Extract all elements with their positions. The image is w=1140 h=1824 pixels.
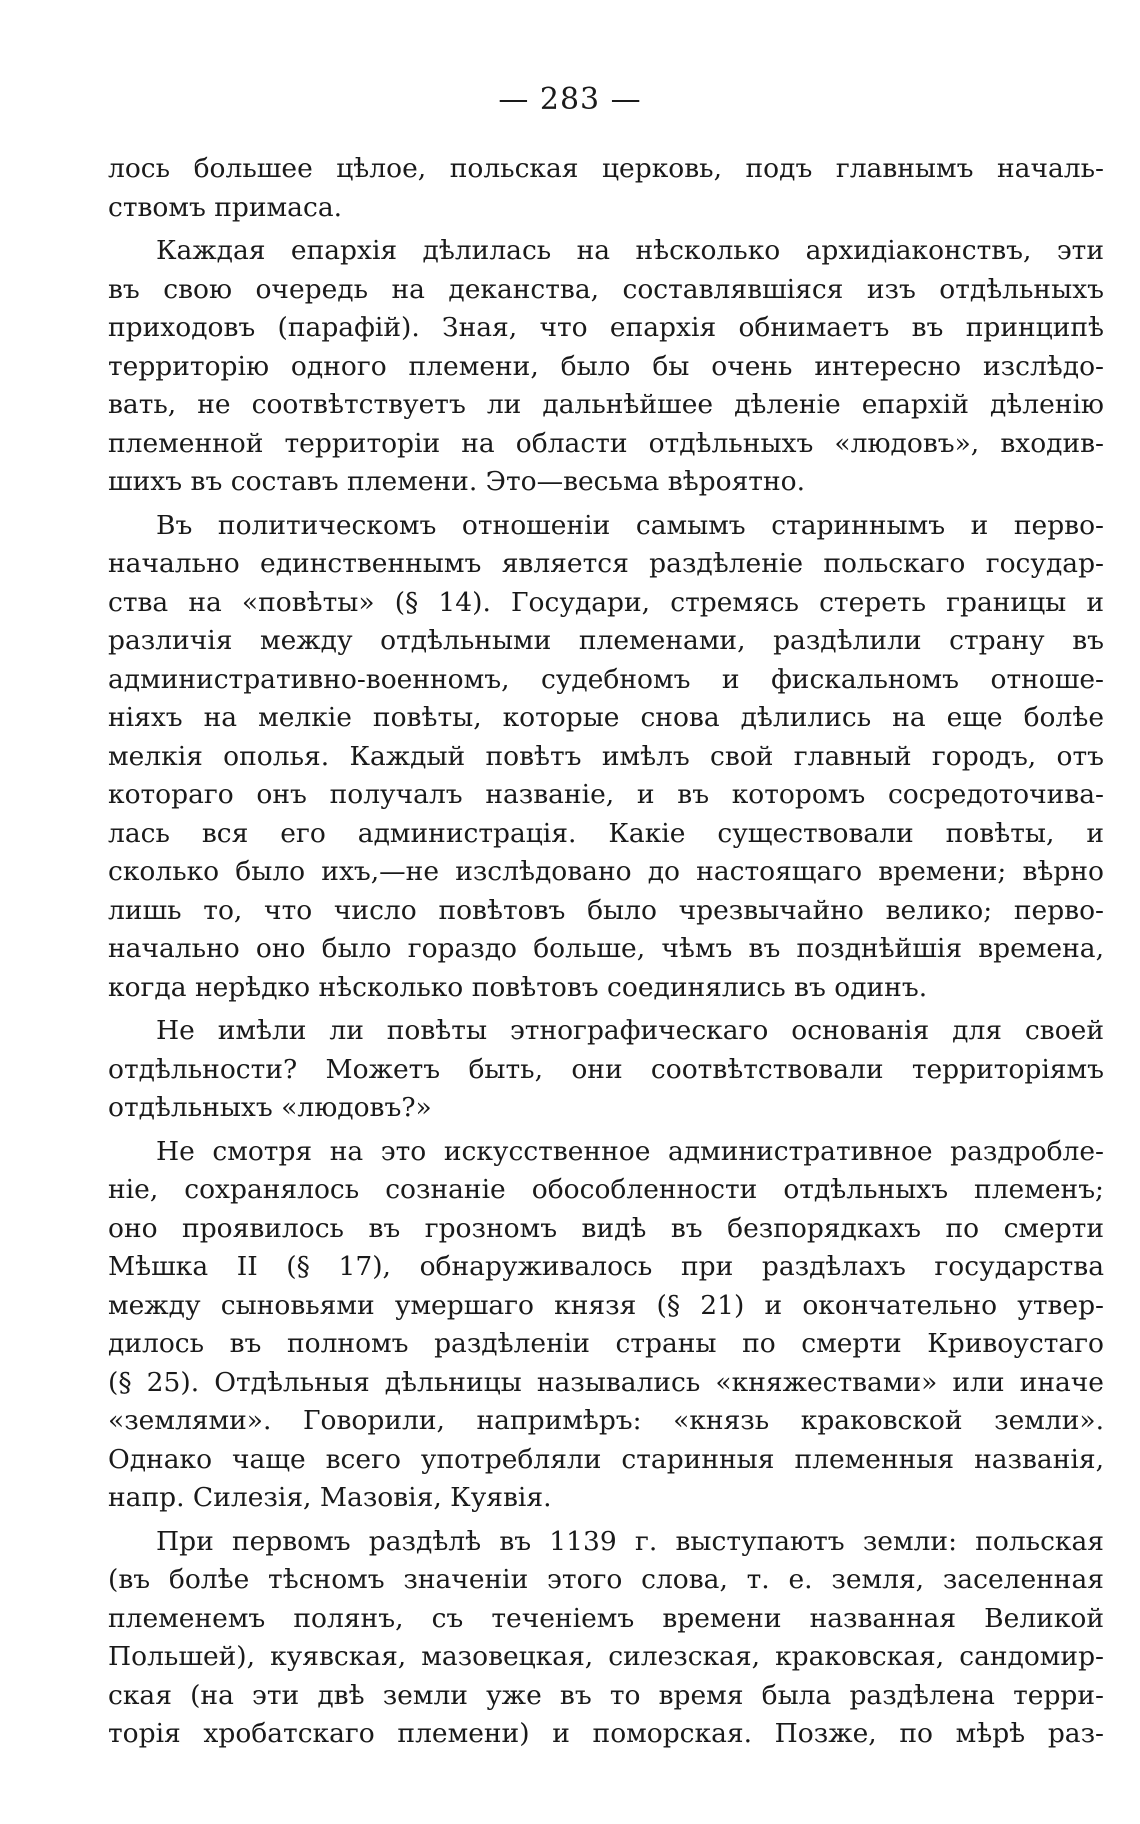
text-line: племенной территоріи на области отдѣльныхъ «людовъ», входив-: [108, 427, 1104, 459]
text-line: шихъ въ составъ племени. Это—весьма вѣроятно.: [108, 466, 806, 497]
text-line: Мѣшка II (§ 17), обнаруживалось при раздѣлахъ государства: [108, 1251, 1104, 1282]
text-line: котораго онъ получалъ названіе, и въ которомъ сосредоточива-: [108, 779, 1104, 810]
text-line: Однако чаще всего употребляли старинныя племенныя названія,: [108, 1443, 1104, 1475]
text-line: Въ политическомъ отношеніи самымъ стариннымъ и перво-: [156, 509, 1104, 541]
text-line: ствомъ примаса.: [108, 191, 343, 223]
text-line: ства на «повѣты» (§ 14). Государи, стремясь стереть границы и: [108, 586, 1104, 618]
text-line: между сыновьями умершаго князя (§ 21) и окончательно утвер-: [108, 1289, 1104, 1321]
text-line: лишь то, что число повѣтовъ было чрезвычайно велико; перво-: [108, 894, 1104, 926]
text-line: начально оно было гораздо больше, чѣмъ въ позднѣйшія времена,: [108, 933, 1104, 964]
text-line: отдѣльныхъ «людовъ?»: [108, 1092, 432, 1123]
text-line: дилось въ полномъ раздѣленіи страны по смерти Кривоустаго: [108, 1328, 1104, 1359]
text-line: Не имѣли ли повѣты этнографическаго основанія для своей: [156, 1015, 1104, 1046]
text-line: (въ болѣе тѣсномъ значеніи этого слова, т. е. земля, заселенная: [108, 1564, 1104, 1595]
paragraph: [108, 1133, 1104, 1518]
text-line: ская (на эти двѣ земли уже въ то время была раздѣлена терри-: [108, 1679, 1104, 1711]
text-line: ніе, сохранялось сознаніе обособленности отдѣльныхъ племенъ;: [108, 1174, 1104, 1205]
text-line: территорію одного племени, было бы очень интересно изслѣдо-: [108, 350, 1104, 382]
paragraph: [108, 1523, 1104, 1754]
text-line: приходовъ (парафій). Зная, что епархія обнимаетъ въ принципѣ: [108, 312, 1104, 343]
page-number: — 283 —: [498, 82, 642, 117]
text-line: лось большее цѣлое, польская церковь, подъ главнымъ началь-: [108, 153, 1104, 184]
text-line: когда нерѣдко нѣсколько повѣтовъ соединялись въ одинъ.: [108, 971, 928, 1003]
text-line: При первомъ раздѣлѣ въ 1139 г. выступаютъ земли: польская: [156, 1525, 1104, 1557]
body-text: [108, 150, 1104, 1754]
text-line: мелкія ополья. Каждый повѣтъ имѣлъ свой главный городъ, отъ: [108, 740, 1104, 772]
text-line: торія хробатскаго племени) и поморская. Позже, по мѣрѣ раз-: [108, 1718, 1104, 1749]
text-line: различія между отдѣльными племенами, раздѣлили страну въ: [108, 625, 1104, 656]
paragraph: [108, 150, 1104, 227]
text-line: отдѣльности? Можетъ быть, они соотвѣтствовали территоріямъ: [108, 1053, 1104, 1085]
text-line: (§ 25). Отдѣльныя дѣльницы назывались «княжествами» или иначе: [108, 1366, 1104, 1398]
text-line: Каждая епархія дѣлилась на нѣсколько архидіаконствъ, эти: [156, 235, 1104, 266]
text-line: племенемъ полянъ, съ теченіемъ времени названная Великой: [108, 1602, 1104, 1634]
text-line: Не смотря на это искусственное административное раздробле-: [156, 1135, 1104, 1167]
paragraph: [108, 1012, 1104, 1128]
text-line: вать, не соотвѣтствуетъ ли дальнѣйшее дѣленіе епархій дѣленію: [108, 389, 1104, 420]
text-line: напр. Силезія, Мазовія, Куявія.: [108, 1482, 552, 1513]
text-line: начально единственнымъ является раздѣленіе польскаго государ-: [108, 548, 1104, 579]
paragraph: [108, 232, 1104, 502]
text-line: Польшей), куявская, мазовецкая, силезская, краковская, сандомир-: [108, 1641, 1104, 1672]
text-line: «землями». Говорили, напримѣръ: «князь краковской земли».: [108, 1405, 1104, 1436]
text-line: сколько было ихъ,—не изслѣдовано до настоящаго времени; вѣрно: [108, 856, 1104, 887]
text-line: лась вся его администрація. Какіе существовали повѣты, и: [108, 817, 1104, 849]
text-line: въ свою очередь на деканства, составлявшіяся изъ отдѣльныхъ: [108, 273, 1104, 305]
text-line: административно-военномъ, судебномъ и фискальномъ отноше-: [108, 663, 1104, 695]
text-line: оно проявилось въ грозномъ видѣ въ безпорядкахъ по смерти: [108, 1212, 1104, 1244]
text-line: ніяхъ на мелкіе повѣты, которые снова дѣлились на еще болѣе: [108, 702, 1104, 733]
paragraph: [108, 507, 1104, 1008]
